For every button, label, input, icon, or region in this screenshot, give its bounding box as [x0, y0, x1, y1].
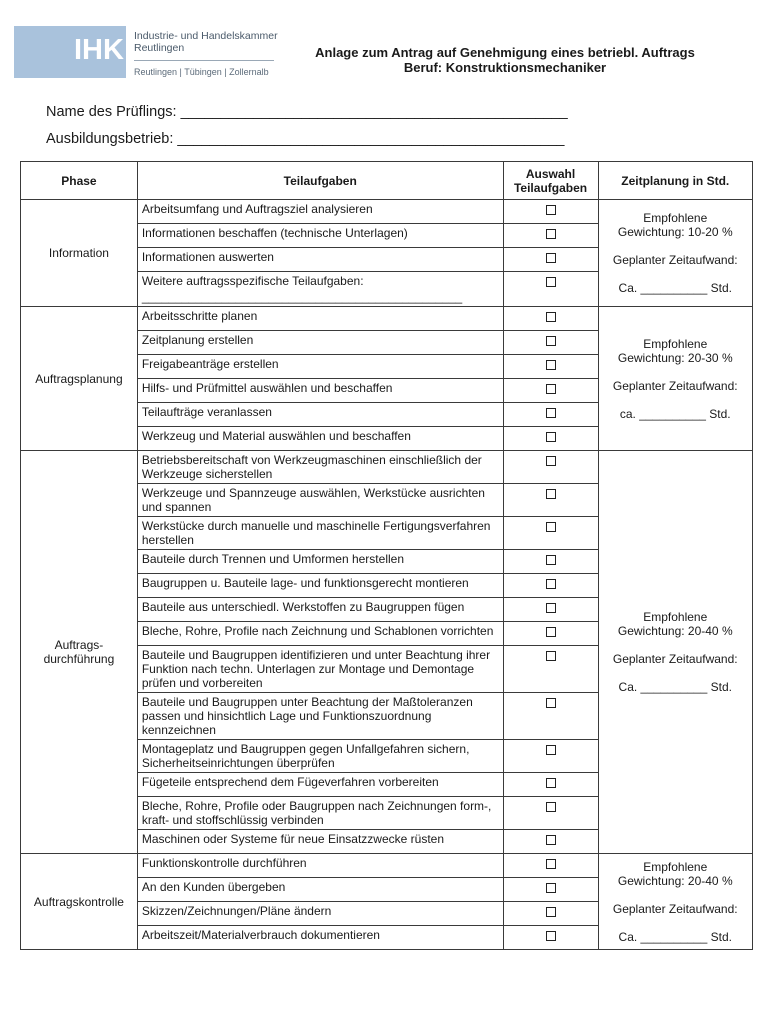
logo-block: [14, 26, 126, 78]
checkbox-cell: [503, 517, 598, 550]
task-checkbox[interactable]: [546, 627, 556, 637]
checkbox-cell: [503, 550, 598, 574]
task-cell: [137, 272, 503, 307]
table-header-row: [21, 162, 753, 200]
task-cell: Informationen beschaffen (technische Unterlagen): [137, 224, 503, 248]
task-cell: Bauteile und Baugruppen identifizieren und unter Beachtung ihrer Funktion nach techn. Unterlagen zur Montage und Demontage prüfen und vorbereiten: [137, 646, 503, 693]
task-checkbox[interactable]: [546, 229, 556, 239]
checkbox-cell: [503, 403, 598, 427]
checkbox-cell: [503, 451, 598, 484]
task-cell: Werkzeug und Material auswählen und beschaffen: [137, 427, 503, 451]
recommended-label: Empfohlene: [643, 859, 708, 874]
task-cell: Betriebsbereitschaft von Werkzeugmaschinen einschließlich der Werkzeuge sicherstellen: [137, 451, 503, 484]
checkbox-cell: [503, 484, 598, 517]
header-selection: [503, 162, 598, 200]
title-line2: Beruf: Konstruktionsmechaniker: [403, 60, 607, 75]
recommended-label: Empfohlene: [643, 336, 708, 351]
task-cell: Arbeitsschritte planen: [137, 307, 503, 331]
task-cell: Bauteile aus unterschiedl. Werkstoffen zu Baugruppen fügen: [137, 598, 503, 622]
checkbox-cell: [503, 693, 598, 740]
recommended-label: Empfohlene: [643, 610, 708, 624]
task-cell: Funktionskontrolle durchführen: [137, 854, 503, 878]
planning-cell: [598, 451, 753, 854]
checkbox-cell: [503, 248, 598, 272]
task-cell: Hilfs- und Prüfmittel auswählen und beschaffen: [137, 379, 503, 403]
logo-text: IHK: [74, 34, 124, 66]
checkbox-cell: [503, 200, 598, 224]
logo-org-line2: Reutlingen: [134, 42, 185, 54]
ihk-logo: [14, 22, 276, 82]
task-checkbox[interactable]: [546, 859, 556, 869]
task-checkbox[interactable]: [546, 456, 556, 466]
task-checkbox[interactable]: [546, 931, 556, 941]
task-checkbox[interactable]: [546, 253, 556, 263]
checkbox-cell: [503, 307, 598, 331]
header-planning: Zeitplanung in Std.: [598, 162, 753, 200]
task-checkbox[interactable]: [546, 432, 556, 442]
checkbox-cell: [503, 646, 598, 693]
planned-hours-field[interactable]: Ca. __________ Std.: [618, 680, 732, 694]
company-field[interactable]: Ausbildungsbetrieb: ________________________________________________: [46, 131, 565, 147]
planned-effort-label: Geplanter Zeitaufwand:: [612, 378, 738, 393]
task-checkbox[interactable]: [546, 489, 556, 499]
task-cell: Baugruppen u. Bauteile lage- und funktionsgerecht montieren: [137, 574, 503, 598]
task-cell: Zeitplanung erstellen: [137, 331, 503, 355]
name-field[interactable]: Name des Prüflings: ________________________________________________: [46, 104, 568, 120]
phase-auftragsdurchfuehrung: [21, 451, 138, 854]
task-cell: Bleche, Rohre, Profile nach Zeichnung und Schablonen vorrichten: [137, 622, 503, 646]
logo-locations: Reutlingen | Tübingen | Zollernalb: [134, 67, 269, 77]
planned-effort-label: Geplanter Zeitaufwand:: [612, 901, 738, 916]
title-line1: Anlage zum Antrag auf Genehmigung eines betriebl. Auftrags: [315, 45, 695, 60]
task-checkbox[interactable]: [546, 907, 556, 917]
task-cell: Werkstücke durch manuelle und maschinelle Fertigungsverfahren herstellen: [137, 517, 503, 550]
checkbox-cell: [503, 598, 598, 622]
table-row: [21, 200, 753, 224]
task-checkbox[interactable]: [546, 745, 556, 755]
checkbox-cell: [503, 574, 598, 598]
document-title: [295, 45, 715, 75]
task-cell: Montageplatz und Baugruppen gegen Unfallgefahren sichern, Sicherheitseinrichtungen überprüfen: [137, 740, 503, 773]
task-cell: Skizzen/Zeichnungen/Pläne ändern: [137, 902, 503, 926]
table-row: [21, 307, 753, 331]
planning-cell: [598, 200, 753, 307]
task-text: Weitere auftragsspezifische Teilaufgaben:: [141, 274, 364, 288]
checkbox-cell: [503, 272, 598, 307]
checkbox-cell: [503, 224, 598, 248]
planned-effort-label: Geplanter Zeitaufwand:: [612, 253, 738, 267]
task-checkbox[interactable]: [546, 312, 556, 322]
task-checkbox[interactable]: [546, 277, 556, 287]
table-row: [21, 854, 753, 878]
task-checkbox[interactable]: [546, 522, 556, 532]
task-checkbox[interactable]: [546, 778, 556, 788]
task-checkbox[interactable]: [546, 802, 556, 812]
task-cell: Werkzeuge und Spannzeuge auswählen, Werkstücke ausrichten und spannen: [137, 484, 503, 517]
task-cell: Informationen auswerten: [137, 248, 503, 272]
task-cell: Teilaufträge veranlassen: [137, 403, 503, 427]
planned-effort-label: Geplanter Zeitaufwand:: [612, 652, 738, 666]
planned-hours-field[interactable]: Ca. __________ Std.: [618, 929, 732, 944]
planned-hours-field[interactable]: ca. __________ Std.: [619, 406, 731, 421]
checkbox-cell: [503, 331, 598, 355]
phase-information: Information: [21, 200, 138, 307]
task-cell: Bleche, Rohre, Profile oder Baugruppen nach Zeichnungen form-, kraft- und stoffschlüssig verbinden: [137, 797, 503, 830]
logo-org-line1: Industrie- und Handelskammer: [134, 30, 278, 42]
planning-cell: [598, 307, 753, 451]
checkbox-cell: [503, 622, 598, 646]
table-row: [21, 451, 753, 484]
task-cell: Bauteile und Baugruppen unter Beachtung der Maßtoleranzen passen und hinsichtlich Lage und Funktionszuordnung kennzeichnen: [137, 693, 503, 740]
task-checkbox[interactable]: [546, 408, 556, 418]
task-checkbox[interactable]: [546, 579, 556, 589]
recommended-weight: Gewichtung: 10-20 %: [617, 225, 733, 239]
phase-auftragskontrolle: Auftragskontrolle: [21, 854, 138, 950]
checkbox-cell: [503, 740, 598, 773]
checkbox-cell: [503, 902, 598, 926]
task-cell: Fügeteile entsprechend dem Fügeverfahren vorbereiten: [137, 773, 503, 797]
task-checkbox[interactable]: [546, 603, 556, 613]
task-checkbox[interactable]: [546, 651, 556, 661]
task-cell: Maschinen oder Systeme für neue Einsatzzwecke rüsten: [137, 830, 503, 854]
recommended-weight: Gewichtung: 20-40 %: [617, 624, 733, 638]
phase-line2: durchführung: [43, 652, 115, 666]
checkbox-cell: [503, 427, 598, 451]
checkbox-cell: [503, 379, 598, 403]
header-phase: Phase: [21, 162, 138, 200]
phase-line1: Auftrags-: [54, 638, 104, 652]
additional-task-blank[interactable]: ________________________________________________: [141, 290, 463, 304]
checkbox-cell: [503, 355, 598, 379]
header-selection-line2: Teilaufgaben: [513, 180, 588, 195]
task-checkbox[interactable]: [546, 360, 556, 370]
phase-auftragsplanung: Auftragsplanung: [21, 307, 138, 451]
task-checkbox[interactable]: [546, 336, 556, 346]
task-checkbox[interactable]: [546, 555, 556, 565]
checkbox-cell: [503, 926, 598, 950]
checkbox-cell: [503, 797, 598, 830]
task-cell: Arbeitszeit/Materialverbrauch dokumentieren: [137, 926, 503, 950]
recommended-label: Empfohlene: [643, 211, 708, 225]
header-tasks: Teilaufgaben: [137, 162, 503, 200]
checkbox-cell: [503, 773, 598, 797]
checkbox-cell: [503, 878, 598, 902]
task-checkbox[interactable]: [546, 883, 556, 893]
checkbox-cell: [503, 830, 598, 854]
task-checkbox[interactable]: [546, 835, 556, 845]
task-cell: An den Kunden übergeben: [137, 878, 503, 902]
task-cell: Bauteile durch Trennen und Umformen herstellen: [137, 550, 503, 574]
checkbox-cell: [503, 854, 598, 878]
header-selection-line1: Auswahl: [525, 166, 576, 181]
task-checkbox[interactable]: [546, 384, 556, 394]
recommended-weight: Gewichtung: 20-40 %: [617, 873, 733, 888]
planned-hours-field[interactable]: Ca. __________ Std.: [618, 281, 732, 295]
planning-cell: [598, 854, 753, 950]
task-cell: Freigabeanträge erstellen: [137, 355, 503, 379]
task-table: [20, 161, 753, 950]
logo-divider: [134, 60, 274, 61]
recommended-weight: Gewichtung: 20-30 %: [617, 350, 733, 365]
task-checkbox[interactable]: [546, 205, 556, 215]
task-checkbox[interactable]: [546, 698, 556, 708]
task-cell: Arbeitsumfang und Auftragsziel analysieren: [137, 200, 503, 224]
